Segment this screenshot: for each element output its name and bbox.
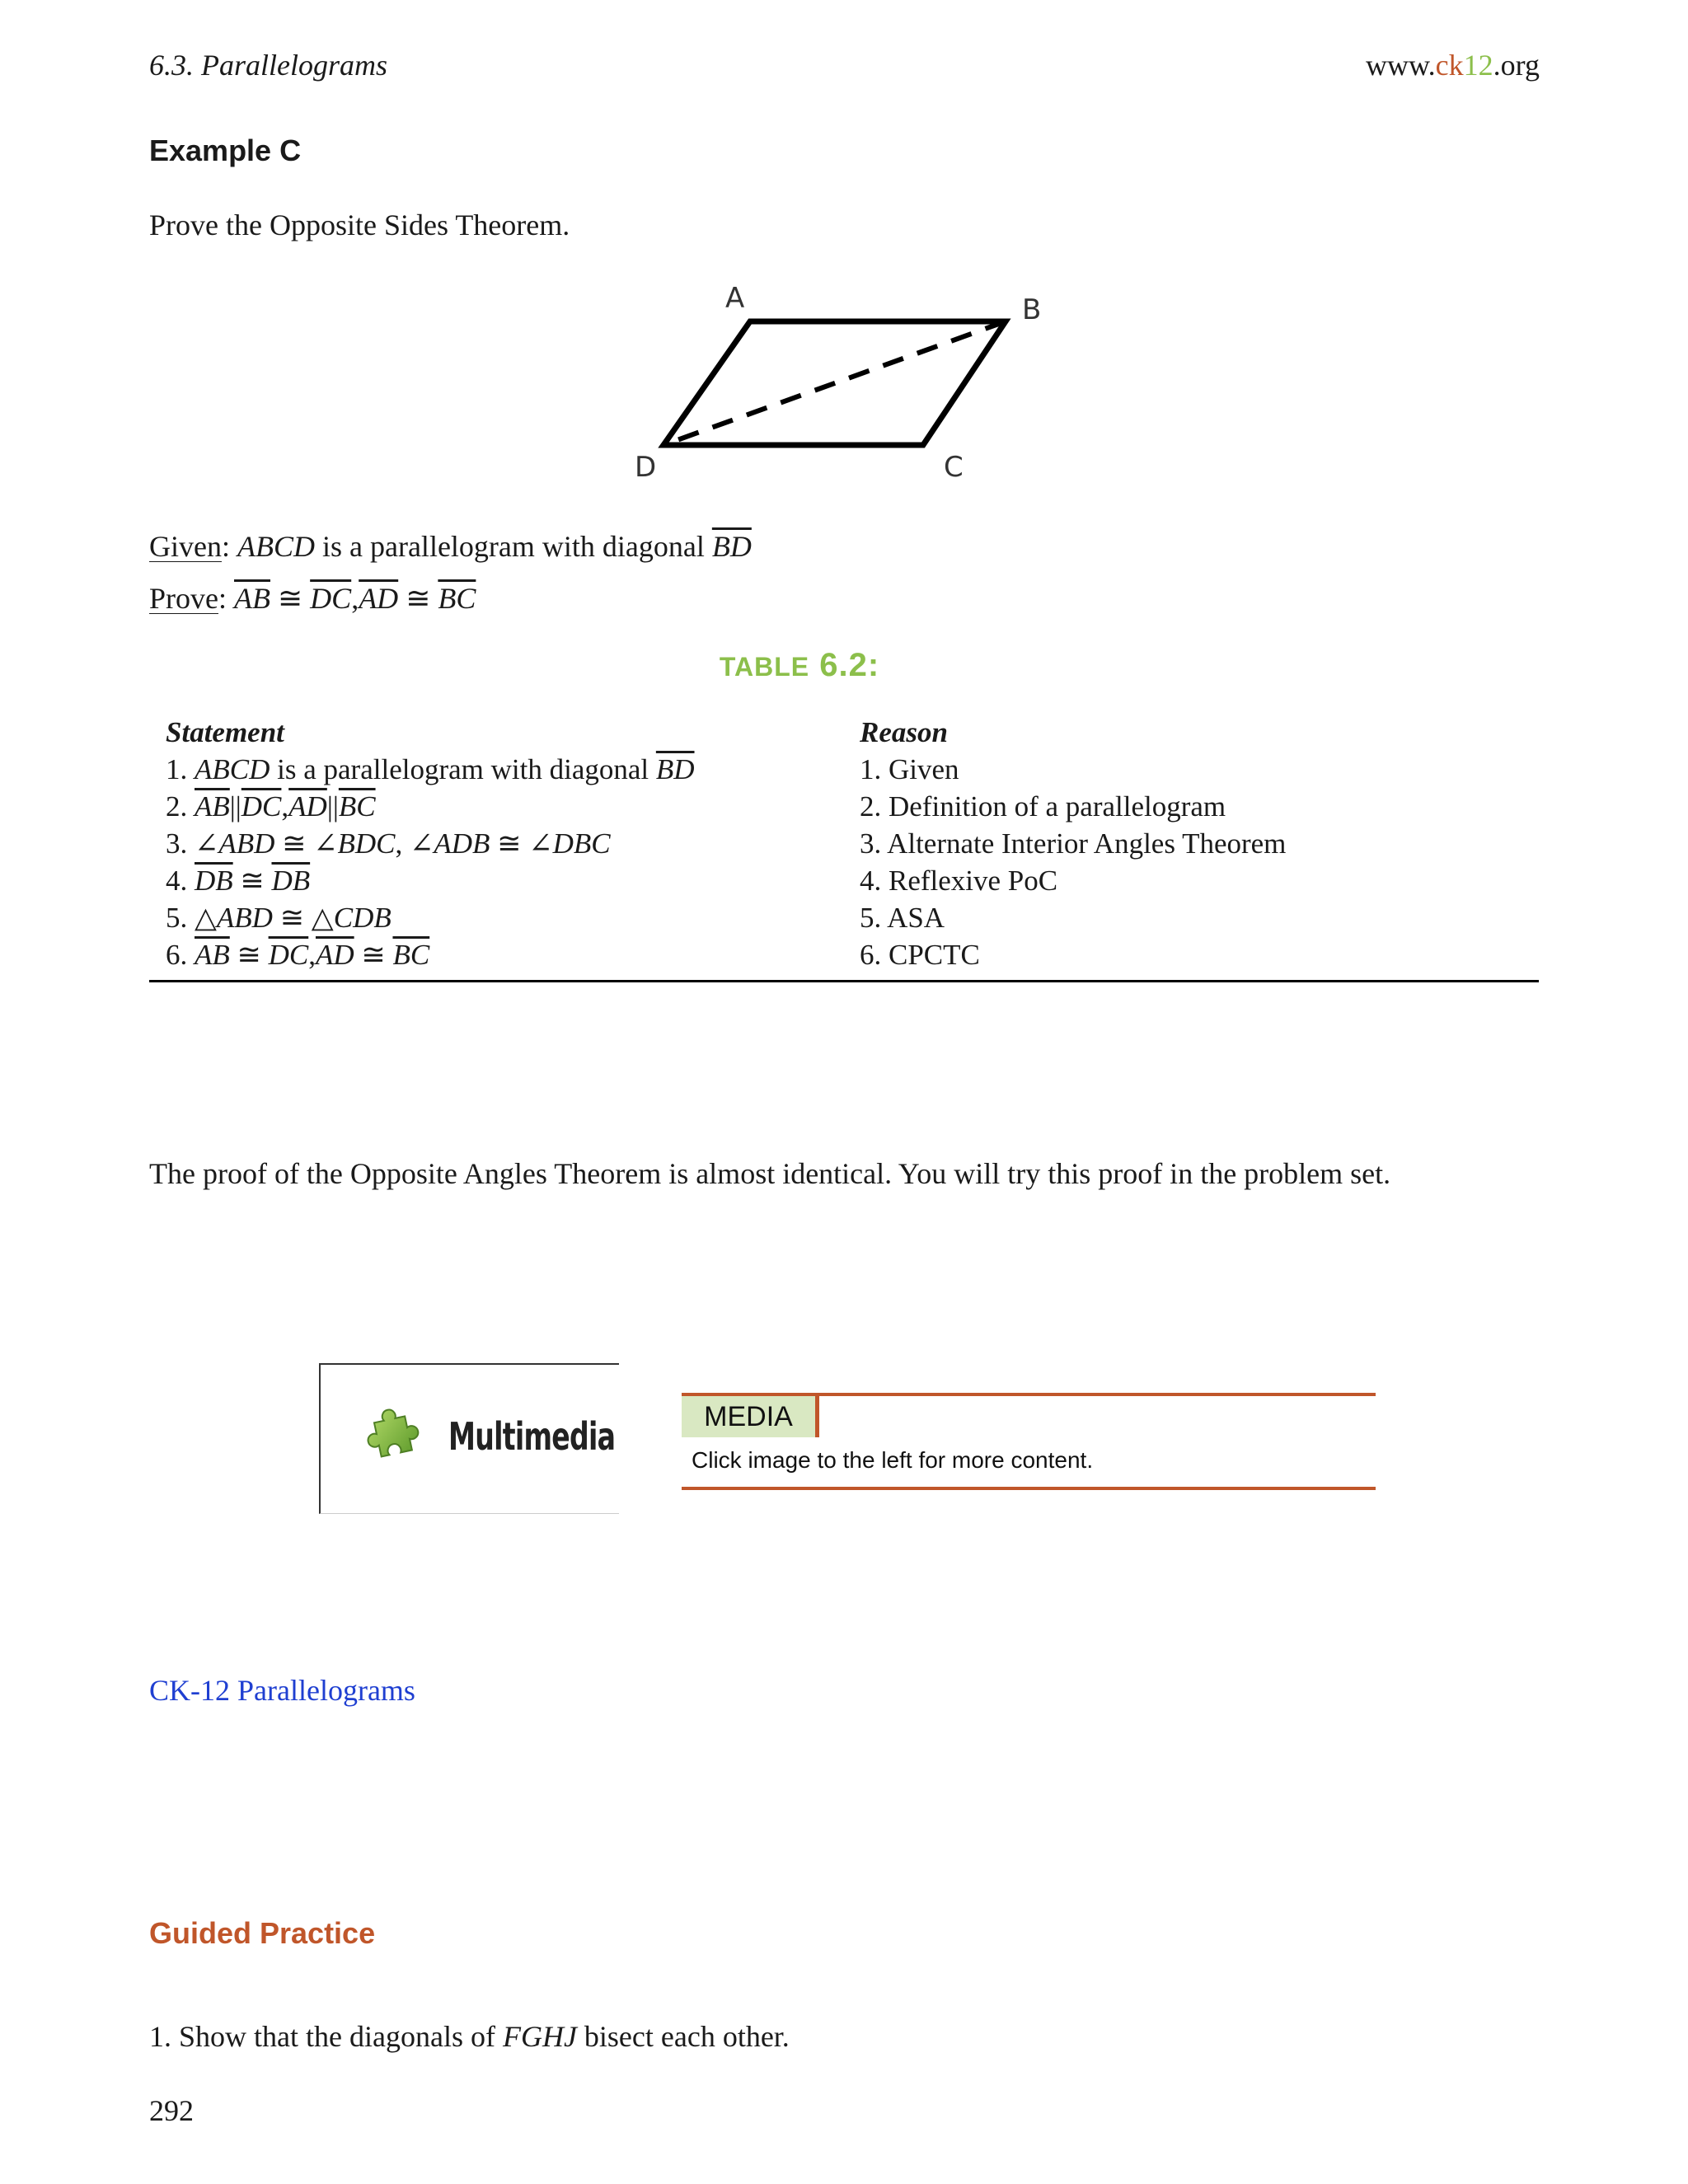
statement-5: 5. △ABD ≅ △CDB [166,901,392,934]
table-row [149,825,1539,862]
site-url[interactable] [1366,48,1540,82]
media-box [682,1393,1376,1490]
proof-table [149,714,1539,982]
header-statement: Statement [166,715,284,748]
guided-practice-heading: Guided Practice [149,1916,376,1950]
prove-seg: $\overline{DC}$ [310,582,352,615]
given-line: Given: ABCD is a parallelogram with diagonal $\overline{BD}$ [149,530,752,563]
running-head: 6.3. Parallelograms [149,49,388,82]
url-suffix: .org [1493,49,1540,82]
media-tag: MEDIA [682,1396,819,1437]
closing-paragraph: The proof of the Opposite Angles Theorem is almost identical. You will try this proof in the problem set. [149,1157,1391,1190]
statement-4: 4. $\overline{DB}$ ≅ $\overline{DB}$ [166,864,311,897]
given-diagonal: $\overline{BD}$ [711,530,752,563]
label-b: B [1022,293,1042,326]
example-heading: Example C [149,134,302,167]
label-d: D [635,451,657,482]
reason-6: 6. CPCTC [843,936,1539,982]
prove-seg: $\overline{BC}$ [438,582,476,615]
diagonal-bd [663,321,1006,445]
prove-seg: $\overline{AB}$ [234,582,270,615]
url-prefix: www. [1366,49,1436,82]
table-caption-number: 6.2: [819,647,880,683]
table-caption-word: TABLE [719,652,810,682]
table-row [149,751,1539,788]
puzzle-icon [360,1408,426,1474]
reason-2: 2. Definition of a parallelogram [860,790,1226,823]
table-row [149,936,1539,982]
table-row [149,862,1539,899]
url-ck: ck [1435,49,1464,82]
url-num: 12 [1463,49,1493,82]
statement-6: 6. $\overline{AB}$ ≅ $\overline{DC},\overline{AD}$ ≅ $\overline{BC}$ [149,936,843,982]
table-row [149,788,1539,825]
q1-text-post: bisect each other. [576,2020,790,2053]
reason-4: 4. Reflexive PoC [860,864,1058,897]
guided-question-1 [149,2019,790,2054]
example-intro: Prove the Opposite Sides Theorem. [149,209,570,241]
multimedia-thumbnail[interactable] [319,1363,619,1514]
reason-3: 3. Alternate Interior Angles Theorem [860,827,1287,860]
reason-1: 1. Given [860,752,959,785]
statement-2: 2. $\overline{AB}||\overline{DC},\overline{AD}||\overline{BC}$ [166,790,376,823]
statement-1: 1. ABCD is a parallelogram with diagonal $\overline{BD}$ [166,752,695,785]
reason-5: 5. ASA [860,901,945,934]
q1-text-pre: 1. Show that the diagonals of [149,2020,503,2053]
multimedia-word: Multimedia [448,1414,616,1459]
table-header-row [149,714,1539,751]
prove-label: Prove [149,582,218,615]
label-c: C [944,451,964,482]
prove-line: Prove: $\overline{AB}$ ≅ $\overline{DC},\overline{AD}$ ≅ $\overline{BC}$ [149,582,476,615]
label-a: A [725,284,745,315]
parallelogram-figure [635,284,1063,482]
table-caption [0,647,1599,684]
prove-seg: $\overline{AD}$ [359,582,399,615]
page-number: 292 [149,2094,194,2127]
given-label: Given [149,530,222,563]
given-text: is a parallelogram with diagonal [315,530,712,563]
q1-shape: FGHJ [502,2020,577,2053]
statement-3: 3. ∠ABD ≅ ∠BDC, ∠ADB ≅ ∠DBC [166,827,611,860]
given-shape: ABCD [237,530,315,563]
ck12-link[interactable]: CK-12 Parallelograms [149,1674,415,1707]
table-row [149,899,1539,936]
media-note: Click image to the left for more content. [692,1447,1094,1473]
header-reason: Reason [860,715,948,748]
